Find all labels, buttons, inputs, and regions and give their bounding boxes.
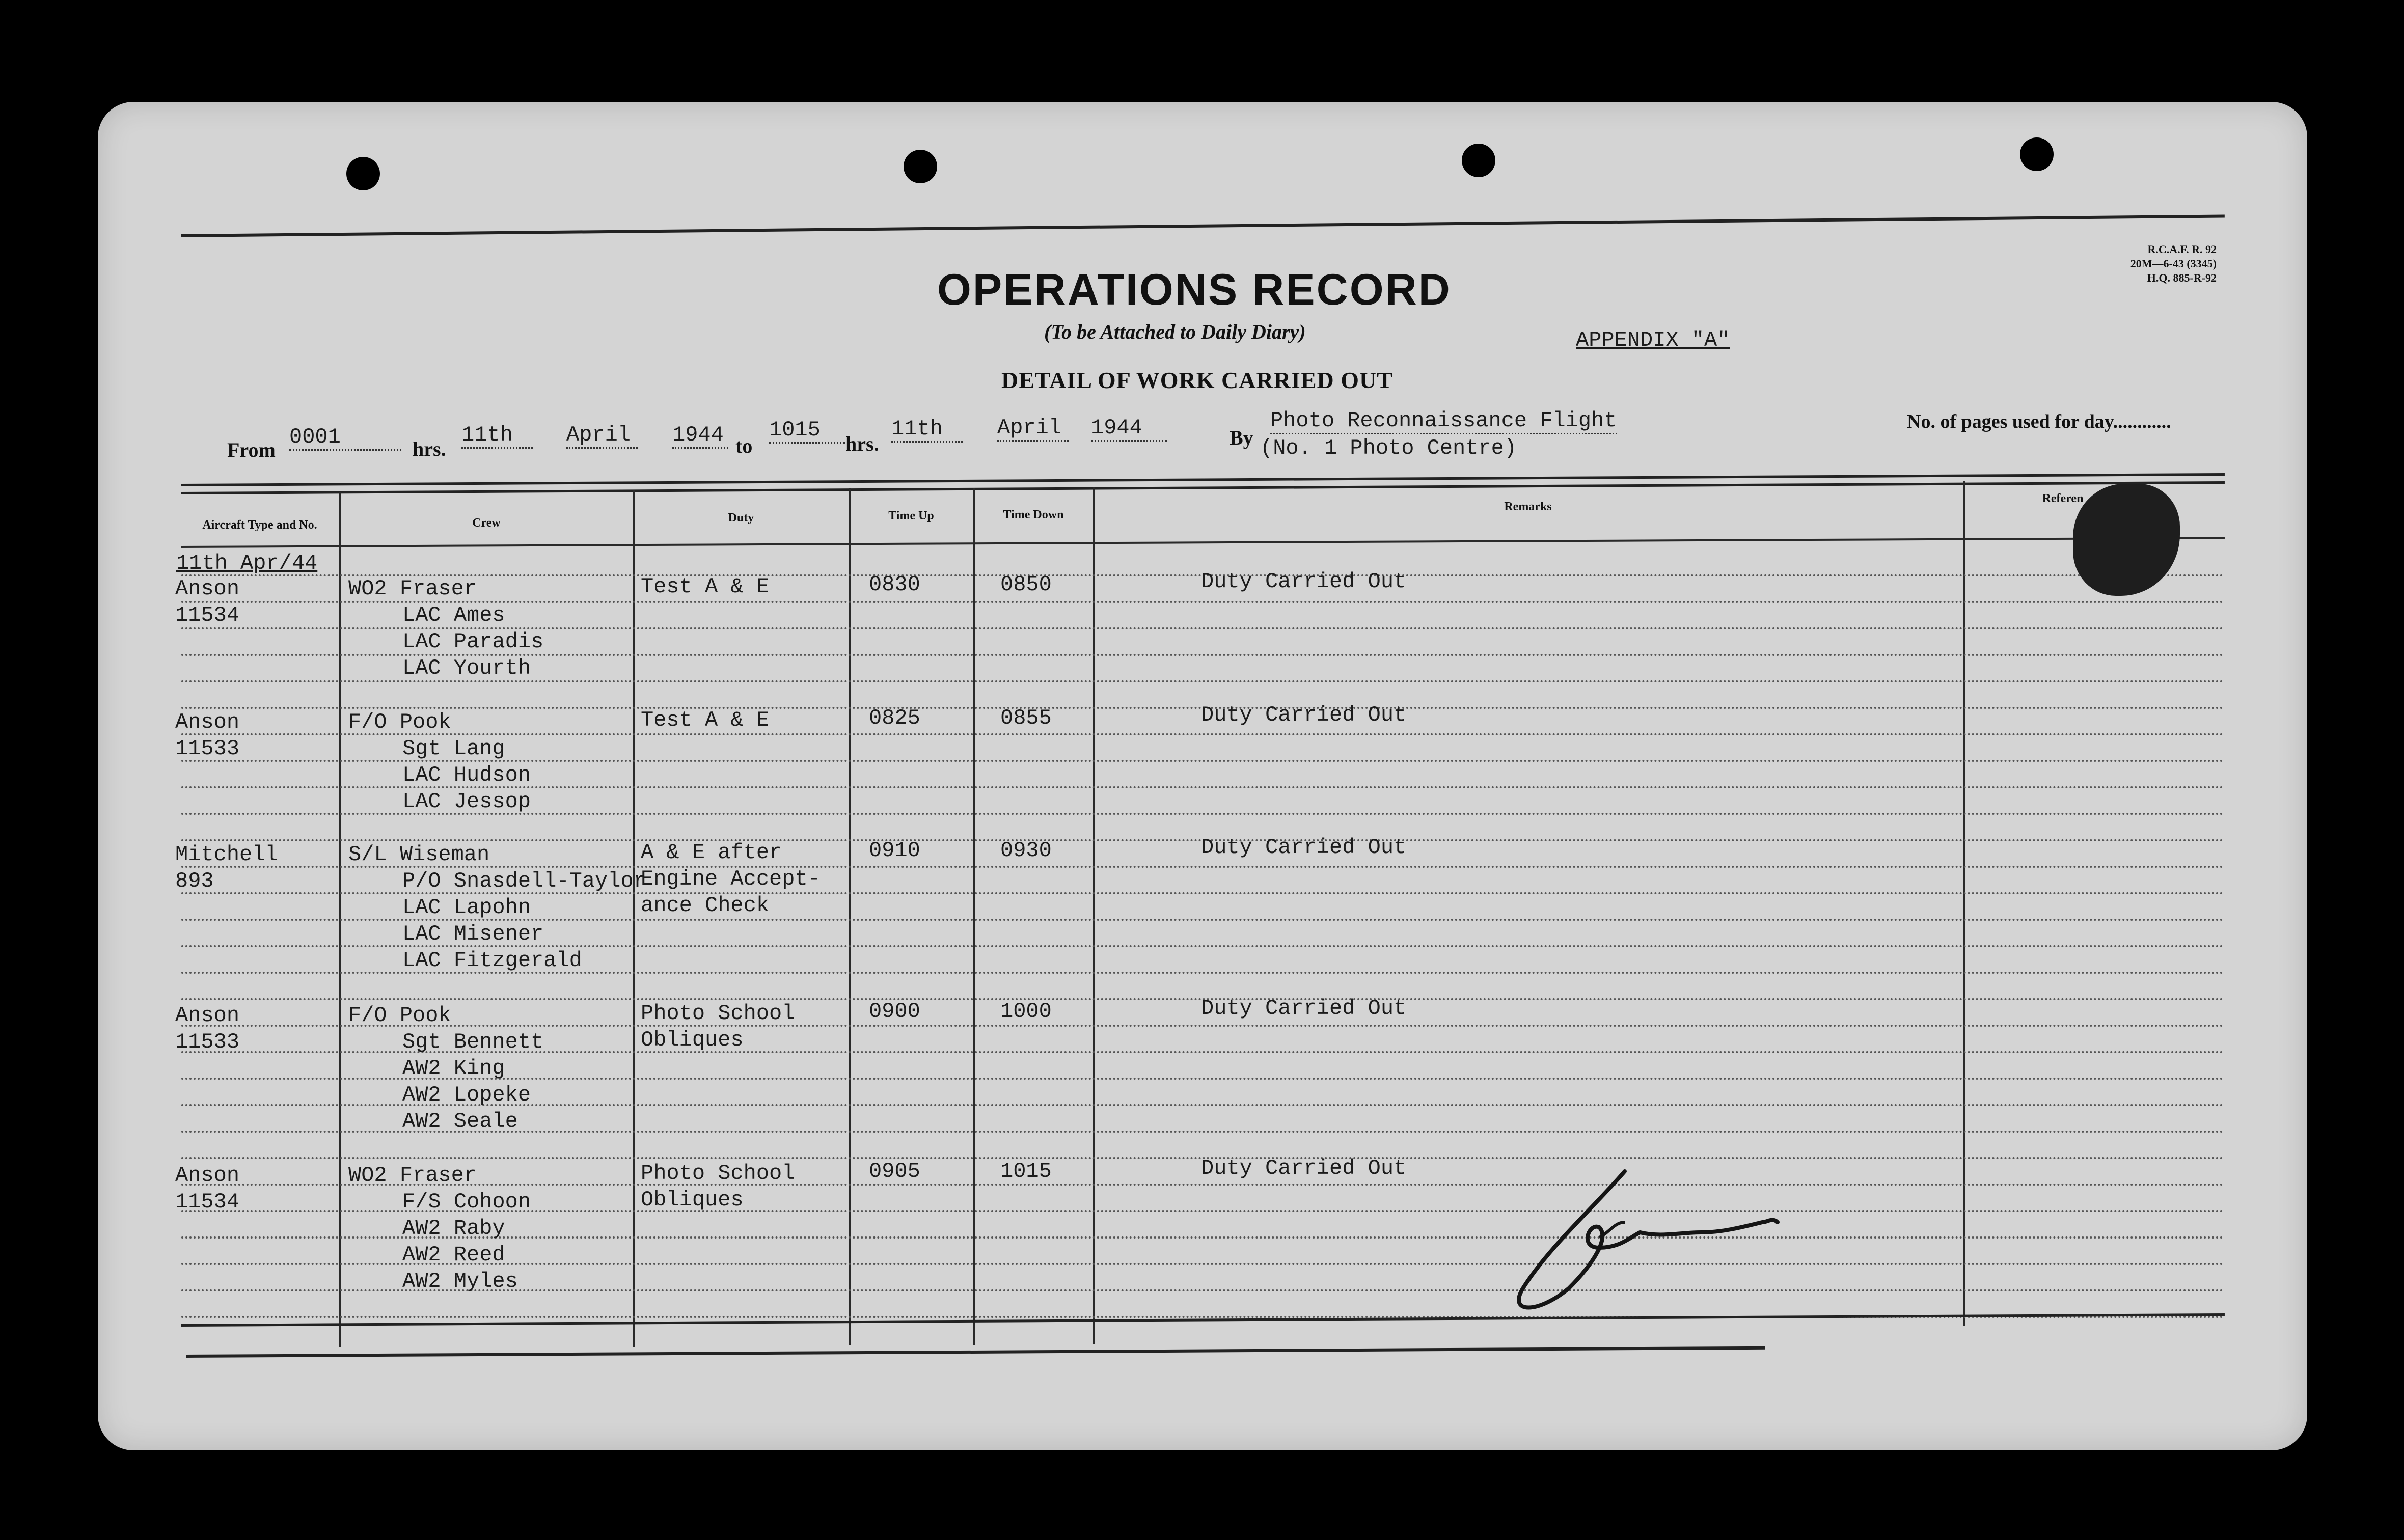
column-header-crew: Crew xyxy=(472,516,501,530)
column-header-remarks: Remarks xyxy=(1504,500,1552,513)
page-title: OPERATIONS RECORD xyxy=(937,265,1452,314)
crew-member: S/L Wiseman xyxy=(348,842,490,867)
by-unit-detail: (No. 1 Photo Centre) xyxy=(1260,436,1517,460)
from-month: April xyxy=(566,423,638,449)
remarks-cell: Duty Carried Out xyxy=(1201,1156,1407,1180)
binder-hole xyxy=(1462,144,1495,177)
time-up-cell: 0830 xyxy=(869,572,920,597)
aircraft-cell: Anson xyxy=(175,1003,240,1028)
ruled-line xyxy=(181,1184,2225,1186)
remarks-cell: Duty Carried Out xyxy=(1201,569,1407,594)
column-header-time-down: Time Down xyxy=(1003,508,1064,521)
duty-cell: ance Check xyxy=(641,893,770,918)
aircraft-cell: 11533 xyxy=(175,1030,240,1054)
duty-cell: Test A & E xyxy=(641,708,770,732)
form-code-line: 20M—6-43 (3345) xyxy=(2130,257,2217,270)
form-code-line: H.Q. 885-R-92 xyxy=(2147,271,2217,284)
time-up-cell: 0900 xyxy=(869,999,920,1024)
from-label: From xyxy=(227,438,276,461)
column-divider xyxy=(973,488,975,1345)
crew-member: LAC Jessop xyxy=(402,789,531,814)
aircraft-cell: Anson xyxy=(175,1163,240,1188)
crew-member: AW2 Raby xyxy=(402,1216,505,1241)
time-up-cell: 0825 xyxy=(869,706,920,730)
to-time: 1015 xyxy=(769,418,845,444)
detail-heading: DETAIL OF WORK CARRIED OUT xyxy=(1001,367,1393,393)
duty-cell: Photo School xyxy=(641,1001,795,1026)
remarks-cell: Duty Carried Out xyxy=(1201,703,1407,727)
crew-member: F/S Cohoon xyxy=(402,1190,531,1214)
aircraft-cell: 11533 xyxy=(175,736,240,761)
page-subtitle: (To be Attached to Daily Diary) xyxy=(1044,320,1306,343)
aircraft-cell: 11534 xyxy=(175,603,240,627)
crew-member: F/O Pook xyxy=(348,1003,451,1028)
signature xyxy=(1508,1161,1834,1324)
column-divider xyxy=(1093,487,1095,1344)
duty-cell: Engine Accept- xyxy=(641,867,821,891)
by-unit: Photo Reconnaissance Flight xyxy=(1270,408,1617,434)
crew-member: AW2 King xyxy=(402,1056,505,1081)
column-header-time-up: Time Up xyxy=(888,509,934,522)
crew-member: AW2 Reed xyxy=(402,1243,505,1267)
crew-member: LAC Fitzgerald xyxy=(402,948,582,973)
form-code-line: R.C.A.F. R. 92 xyxy=(2147,243,2217,256)
time-down-cell: 1015 xyxy=(1000,1159,1052,1184)
appendix-label: APPENDIX "A" xyxy=(1576,328,1730,352)
duty-cell: Photo School xyxy=(641,1161,795,1186)
crew-member: LAC Paradis xyxy=(402,629,544,654)
binder-hole xyxy=(904,150,937,183)
to-label: to xyxy=(735,434,753,457)
remarks-cell: Duty Carried Out xyxy=(1201,996,1407,1021)
time-down-cell: 0850 xyxy=(1000,572,1052,597)
time-down-cell: 1000 xyxy=(1000,999,1052,1024)
duty-cell: Obliques xyxy=(641,1188,744,1212)
crew-member: WO2 Fraser xyxy=(348,1163,477,1188)
aircraft-cell: 11534 xyxy=(175,1190,240,1214)
time-up-cell: 0905 xyxy=(869,1159,920,1184)
to-day: 11th xyxy=(891,417,963,443)
crew-member: F/O Pook xyxy=(348,710,451,734)
crew-member: Sgt Bennett xyxy=(402,1030,544,1054)
date-entry: 11th Apr/44 xyxy=(176,551,318,575)
to-year: 1944 xyxy=(1091,416,1167,442)
form-code xyxy=(2130,242,2217,285)
crew-member: AW2 Lopeke xyxy=(402,1083,531,1107)
column-header-duty: Duty xyxy=(728,511,754,525)
aircraft-cell: Anson xyxy=(175,576,240,601)
binder-hole xyxy=(2020,138,2054,171)
hrs-label: hrs. xyxy=(413,437,446,460)
binder-hole xyxy=(346,157,380,190)
column-header-reference: Referen xyxy=(2042,492,2084,505)
by-label: By xyxy=(1230,426,1253,449)
time-down-cell: 0930 xyxy=(1000,838,1052,863)
column-header-aircraft: Aircraft Type and No. xyxy=(202,518,317,532)
crew-member: LAC Lapohn xyxy=(402,895,531,920)
crew-member: LAC Misener xyxy=(402,922,544,946)
aircraft-cell: Mitchell xyxy=(175,842,278,867)
ruled-line xyxy=(181,1025,2225,1027)
from-day: 11th xyxy=(461,423,533,449)
aircraft-cell: 893 xyxy=(175,869,214,893)
crew-member: LAC Hudson xyxy=(402,763,531,787)
crew-member: LAC Ames xyxy=(402,603,505,627)
column-divider xyxy=(1963,481,1965,1326)
crew-member: WO2 Fraser xyxy=(348,576,477,601)
pages-used-label: No. of pages used for day............ xyxy=(1907,411,2171,432)
time-down-cell: 0855 xyxy=(1000,706,1052,730)
crew-member: P/O Snasdell-Taylor xyxy=(402,869,646,893)
crew-member: Sgt Lang xyxy=(402,736,505,761)
duty-cell: Obliques xyxy=(641,1028,744,1052)
aircraft-cell: Anson xyxy=(175,710,240,734)
hrs-label: hrs. xyxy=(845,432,879,455)
column-divider xyxy=(849,488,851,1345)
crew-member: AW2 Seale xyxy=(402,1109,518,1134)
crew-member: AW2 Myles xyxy=(402,1269,518,1294)
remarks-cell: Duty Carried Out xyxy=(1201,835,1407,860)
duty-cell: Test A & E xyxy=(641,574,770,599)
crew-member: LAC Yourth xyxy=(402,656,531,680)
time-up-cell: 0910 xyxy=(869,838,920,863)
duty-cell: A & E after xyxy=(641,840,782,865)
to-month: April xyxy=(997,416,1069,442)
from-time: 0001 xyxy=(289,425,401,451)
from-year: 1944 xyxy=(672,423,728,449)
